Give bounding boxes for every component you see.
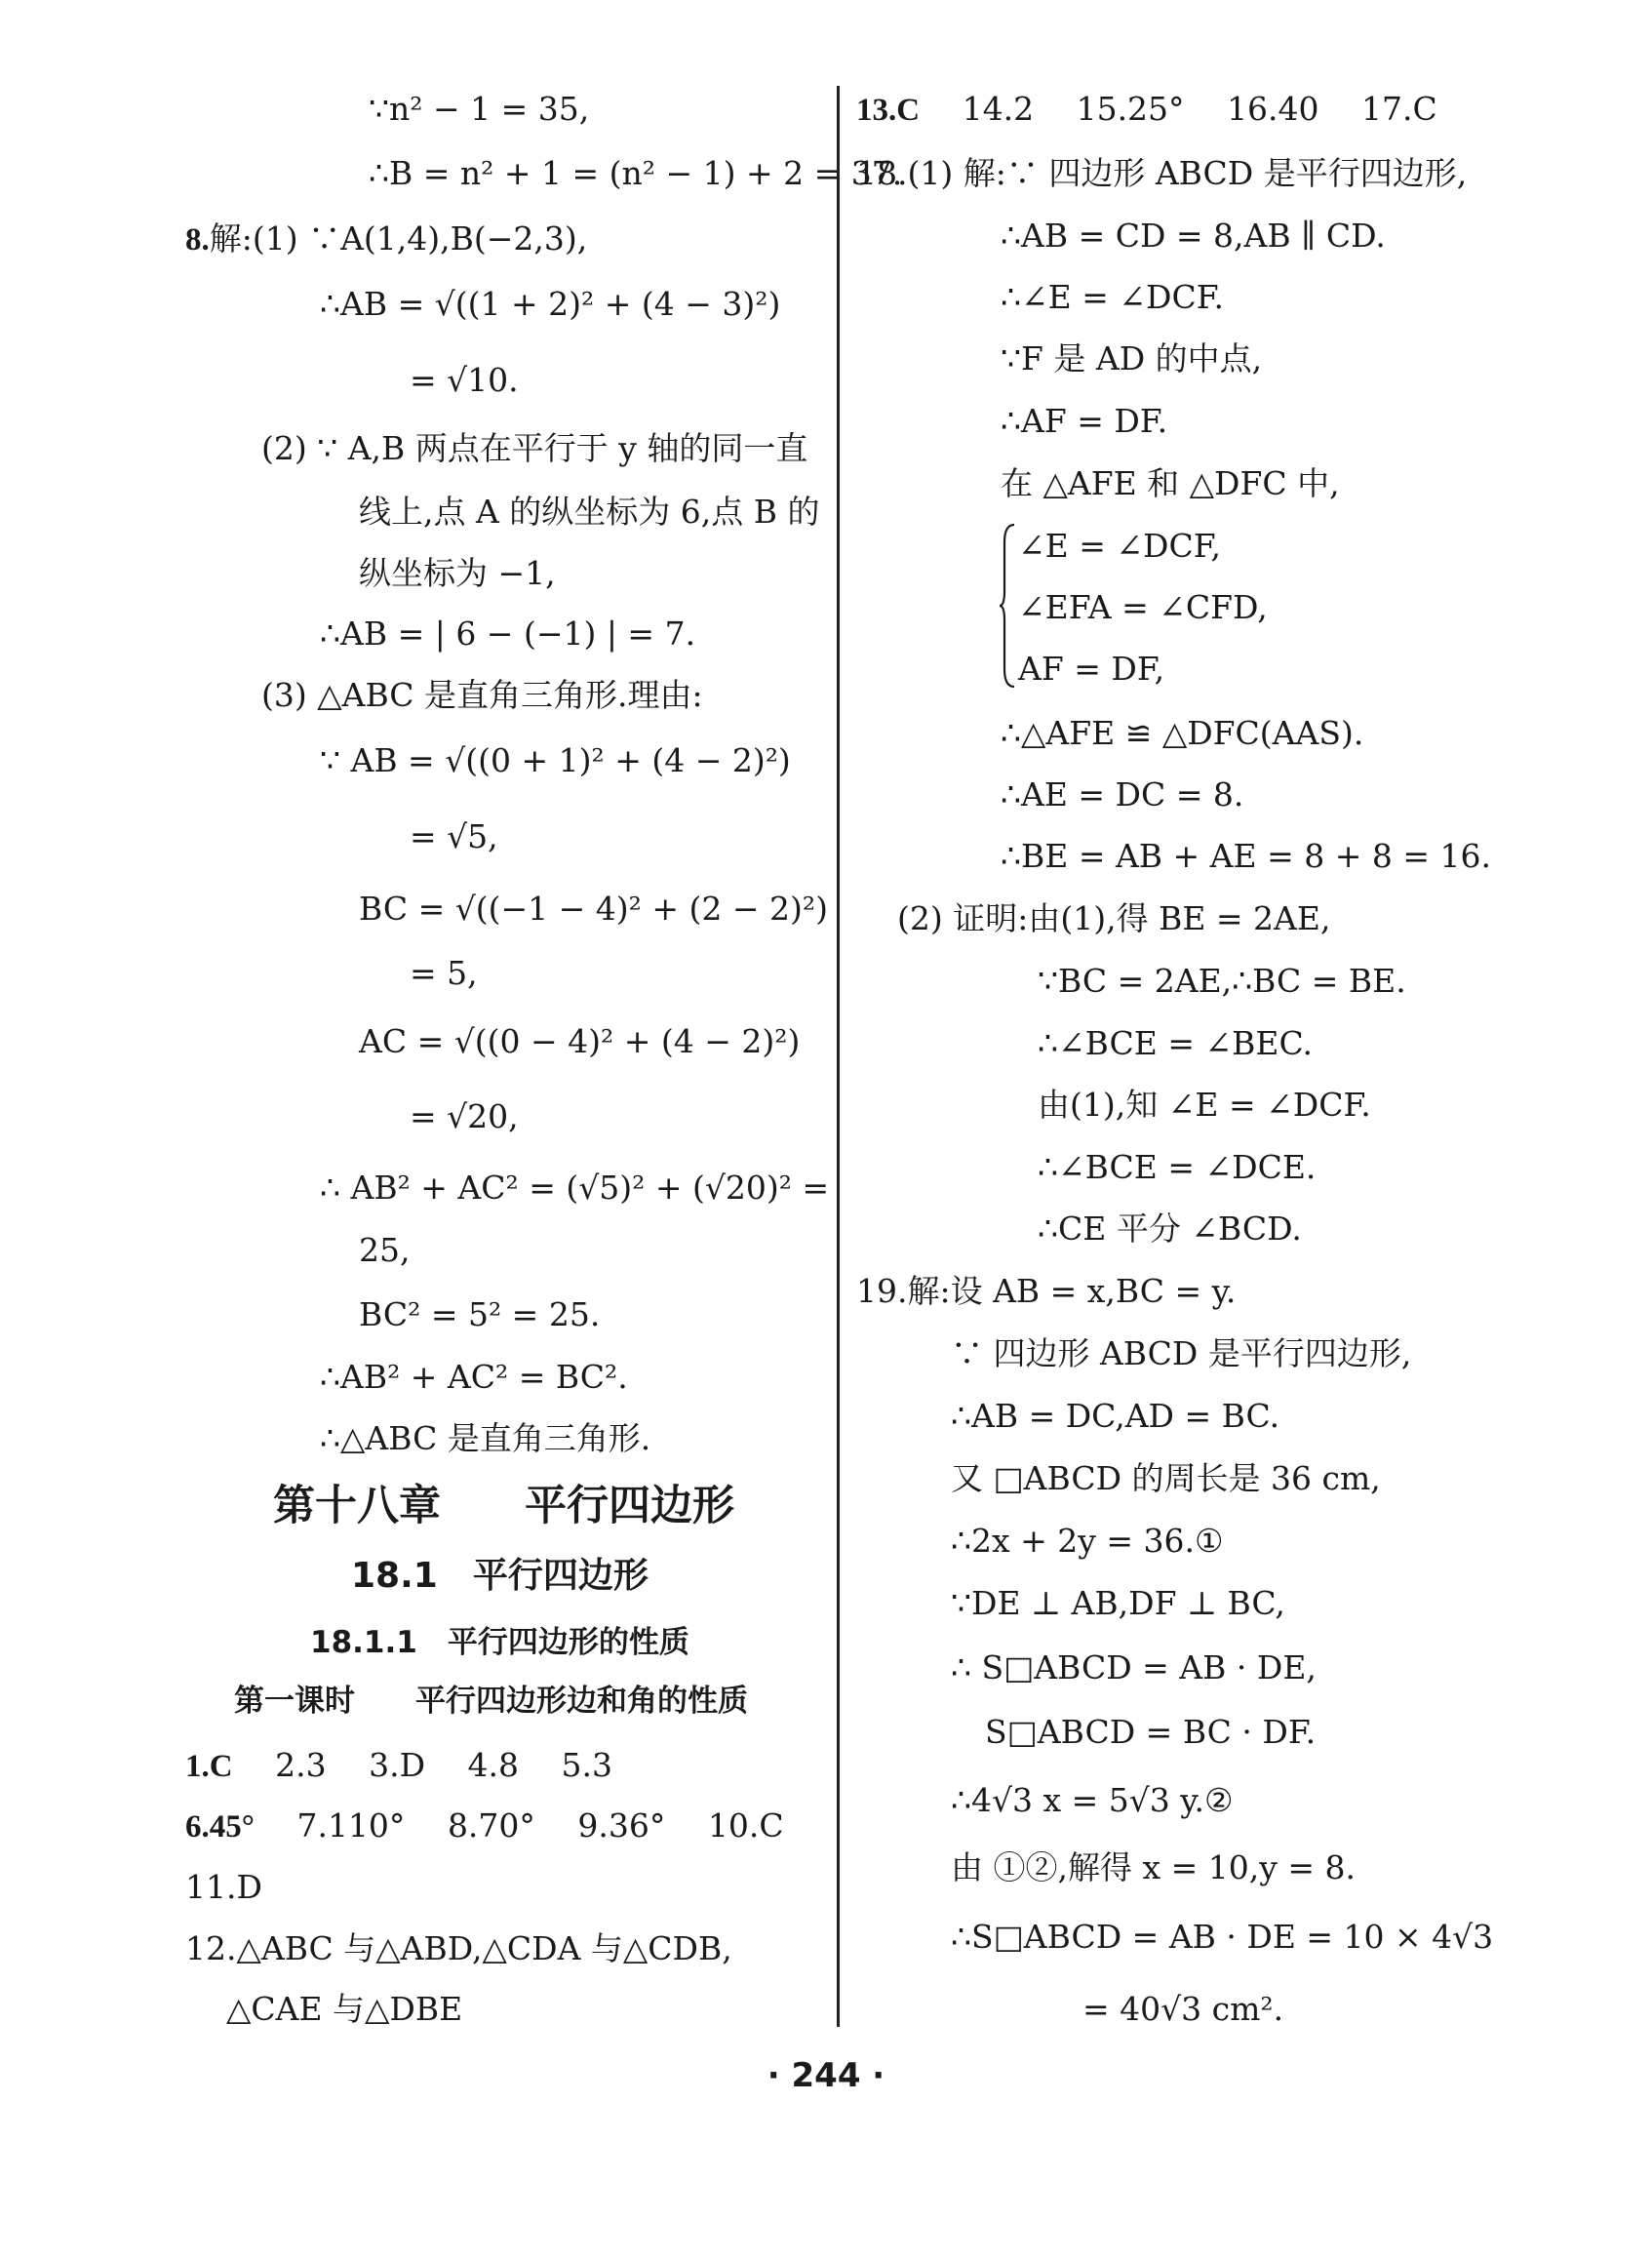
left-line-13: BC = √((−1 − 4)² + (2 − 2)²) <box>359 890 828 928</box>
column-divider <box>837 86 840 2027</box>
right-line-18-3: ∴∠E = ∠DCF. <box>1001 278 1224 316</box>
left-line-21: ∴△ABC 是直角三角形. <box>320 1419 651 1457</box>
right-line-19-4: 又 □ABCD 的周长是 36 cm, <box>951 1459 1381 1497</box>
right-line-18-8: ∠EFA = ∠CFD, <box>1018 588 1268 626</box>
left-line-11: ∵ AB = √((0 + 1)² + (4 − 2)²) <box>320 741 791 779</box>
right-line-19-5: ∴2x + 2y = 36.① <box>951 1522 1224 1560</box>
answers-row-2 <box>185 1806 784 1846</box>
ans-6: 6.45° <box>185 1809 255 1844</box>
left-line-2: ∴B = n² + 1 = (n² − 1) + 2 = 37. <box>369 154 903 192</box>
ans-1: 1.C <box>185 1749 233 1784</box>
chapter-title: 第十八章 平行四边形 <box>273 1482 734 1530</box>
right-line-18-9: AF = DF, <box>1018 650 1165 688</box>
right-line-19-7: ∴ S□ABCD = AB · DE, <box>951 1648 1317 1686</box>
left-line-16: = √20, <box>410 1097 519 1135</box>
left-line-10: (3) △ABC 是直角三角形.理由: <box>261 676 703 714</box>
left-line-14: = 5, <box>410 954 478 992</box>
ans-8: 8.70° <box>447 1806 535 1844</box>
system-brace <box>999 523 1016 689</box>
left-line-1: ∵n² − 1 = 35, <box>369 90 590 128</box>
ans-15: 15.25° <box>1076 90 1185 128</box>
right-line-18-4: ∵F 是 AD 的中点, <box>1001 339 1263 377</box>
right-line-18-1: 18.(1) 解:∵ 四边形 ABCD 是平行四边形, <box>856 154 1468 192</box>
ans-16: 16.40 <box>1227 90 1319 128</box>
answers-row-1 <box>185 1746 612 1786</box>
ans-12: 12.△ABC 与△ABD,△CDA 与△CDB, <box>185 1929 732 1967</box>
right-line-19-2: ∵ 四边形 ABCD 是平行四边形, <box>951 1334 1412 1372</box>
ans-14: 14.2 <box>962 90 1035 128</box>
ans-13: 13.C <box>856 93 921 128</box>
ans-11: 11.D <box>185 1868 262 1906</box>
right-line-19-12: = 40√3 cm². <box>1082 1990 1284 2028</box>
right-line-18-7: ∠E = ∠DCF, <box>1018 527 1221 565</box>
right-line-18-11: ∴AE = DC = 8. <box>1001 775 1244 813</box>
ans-12-cont: △CAE 与△DBE <box>226 1990 463 2028</box>
left-line-9: ∴AB = | 6 − (−1) | = 7. <box>320 615 696 653</box>
left-line-8: 纵坐标为 −1, <box>359 554 556 592</box>
answers-row-13 <box>856 90 1437 130</box>
right-line-19-11: ∴S□ABCD = AB · DE = 10 × 4√3 <box>951 1918 1494 1956</box>
right-line-18-12: ∴BE = AB + AE = 8 + 8 = 16. <box>1001 837 1491 875</box>
right-line-19-3: ∴AB = DC,AD = BC. <box>951 1397 1280 1435</box>
q8-number: 8. <box>185 222 210 258</box>
left-line-6: (2) ∵ A,B 两点在平行于 y 轴的同一直 <box>261 429 808 467</box>
right-line-18-16: 由(1),知 ∠E = ∠DCF. <box>1038 1086 1371 1124</box>
right-line-18-5: ∴AF = DF. <box>1001 402 1168 440</box>
right-line-18-17: ∴∠BCE = ∠DCE. <box>1038 1148 1317 1186</box>
left-line-17: ∴ AB² + AC² = (√5)² + (√20)² = <box>320 1169 830 1207</box>
page-number: · 244 · <box>767 2056 885 2095</box>
left-line-3: 解:(1) ∵A(1,4),B(−2,3), <box>209 219 588 258</box>
ans-3: 3.D <box>369 1746 426 1784</box>
right-line-18-10: ∴△AFE ≌ △DFC(AAS). <box>1001 714 1364 752</box>
left-line-20: ∴AB² + AC² = BC². <box>320 1358 628 1396</box>
left-line-19: BC² = 5² = 25. <box>359 1295 601 1333</box>
section-title: 18.1 平行四边形 <box>351 1556 649 1596</box>
left-line-15: AC = √((0 − 4)² + (4 − 2)²) <box>359 1022 801 1060</box>
right-line-19-6: ∵DE ⊥ AB,DF ⊥ BC, <box>951 1584 1285 1622</box>
subsection-title: 18.1.1 平行四边形的性质 <box>310 1625 689 1660</box>
right-line-18-6: 在 △AFE 和 △DFC 中, <box>1001 464 1340 502</box>
left-line-12: = √5, <box>410 817 498 855</box>
right-line-18-18: ∴CE 平分 ∠BCD. <box>1038 1210 1302 1248</box>
right-line-19-1: 19.解:设 AB = x,BC = y. <box>856 1272 1237 1310</box>
left-line-4: ∴AB = √((1 + 2)² + (4 − 3)²) <box>320 285 781 323</box>
ans-10: 10.C <box>707 1806 784 1844</box>
lesson-title: 第一课时 平行四边形边和角的性质 <box>234 1684 748 1719</box>
ans-7: 7.110° <box>296 1806 406 1844</box>
q8-line <box>185 219 587 259</box>
right-line-19-9: ∴4√3 x = 5√3 y.② <box>951 1781 1234 1819</box>
ans-9: 9.36° <box>577 1806 666 1844</box>
ans-2: 2.3 <box>275 1746 327 1784</box>
ans-5: 5.3 <box>561 1746 612 1784</box>
right-line-18-13: (2) 证明:由(1),得 BE = 2AE, <box>897 899 1331 937</box>
right-line-19-10: 由 ①②,解得 x = 10,y = 8. <box>951 1848 1356 1886</box>
ans-4: 4.8 <box>467 1746 520 1784</box>
right-line-18-14: ∵BC = 2AE,∴BC = BE. <box>1038 962 1406 1000</box>
left-line-18: 25, <box>359 1231 411 1269</box>
right-line-18-2: ∴AB = CD = 8,AB ∥ CD. <box>1001 217 1386 255</box>
ans-17: 17.C <box>1361 90 1437 128</box>
left-line-5: = √10. <box>410 361 519 399</box>
left-line-7: 线上,点 A 的纵坐标为 6,点 B 的 <box>359 493 820 531</box>
right-line-18-15: ∴∠BCE = ∠BEC. <box>1038 1024 1314 1062</box>
right-line-19-8: S□ABCD = BC · DF. <box>985 1713 1317 1751</box>
